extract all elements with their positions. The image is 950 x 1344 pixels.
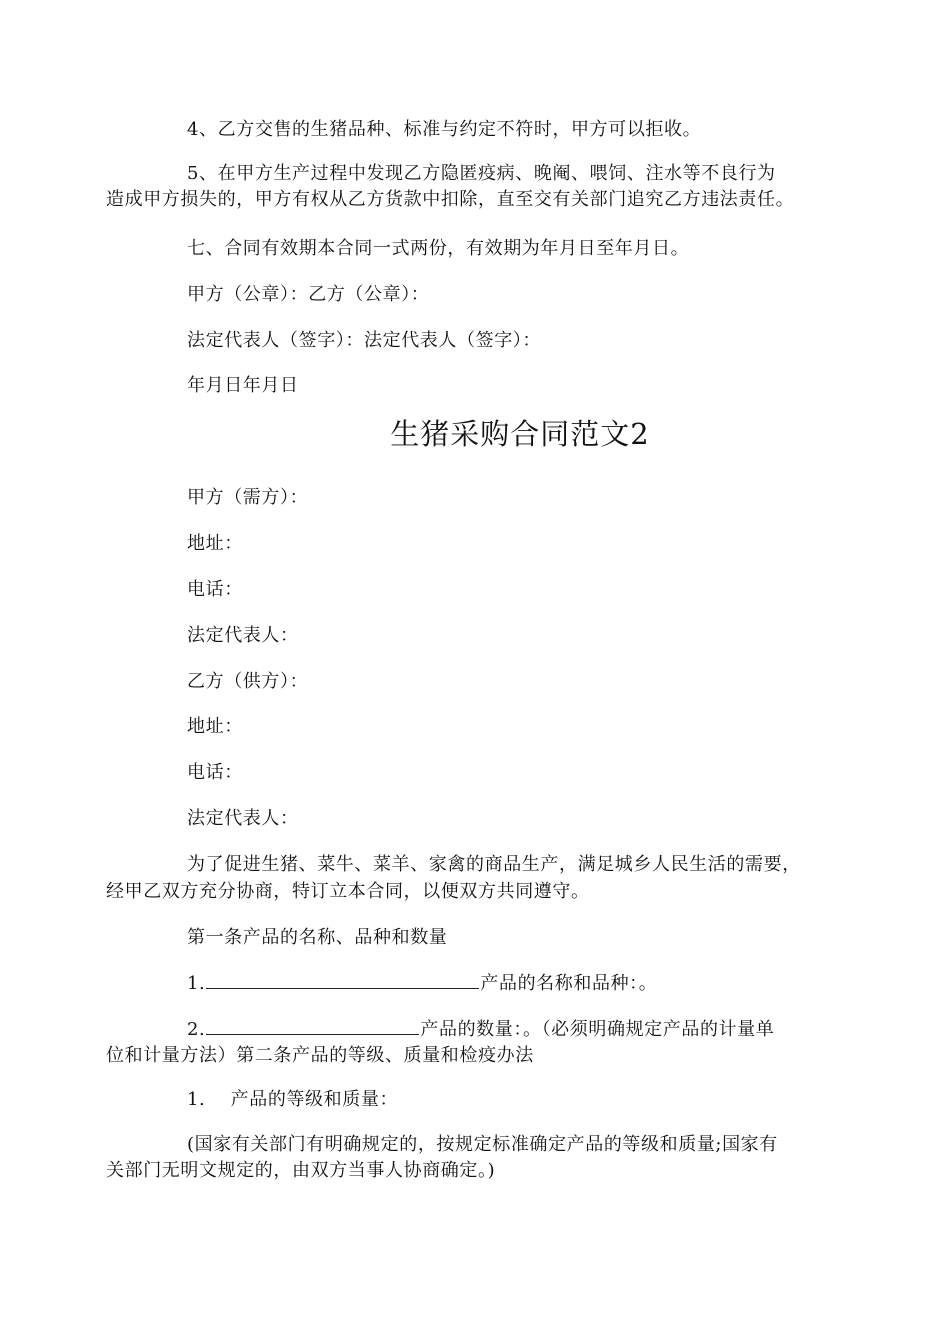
- article1-heading: 第一条产品的名称、品种和数量: [187, 927, 448, 948]
- party-a-rep: 法定代表人：: [187, 625, 299, 646]
- article2-item1: 1. 产品的等级和质量：: [187, 1089, 399, 1110]
- party-b-phone: 电话：: [187, 762, 243, 783]
- paragraph-validity: 七、合同有效期本合同一式两份，有效期为年月日至年月日。: [187, 238, 690, 259]
- paragraph-signature: 法定代表人（签字）：法定代表人（签字）：: [187, 330, 541, 351]
- paragraph-clause-4: 4、乙方交售的生猪品种、标准与约定不符时，甲方可以拒收。: [187, 119, 702, 140]
- paragraph-clause-5-line2: 造成甲方损失的，甲方有权从乙方货款中扣除，直至交有关部门追究乙方违法责任。: [106, 189, 795, 210]
- item2-number: 2.: [187, 1019, 206, 1040]
- article2-note-line1: (国家有关部门有明确规定的，按规定标准确定产品的等级和质量;国家有: [187, 1134, 778, 1155]
- article2-note-line2: 关部门无明文规定的，由双方当事人协商确定。): [106, 1160, 496, 1181]
- party-b-address: 地址：: [187, 716, 243, 737]
- item1-text: 产品的名称和品种：。: [480, 973, 658, 994]
- document-title: 生猪采购合同范文2: [390, 417, 650, 451]
- party-b-rep: 法定代表人：: [187, 808, 299, 829]
- item1-number: 1.: [187, 973, 206, 994]
- intro-line2: 经甲乙双方充分协商，特订立本合同，以便双方共同遵守。: [106, 881, 590, 902]
- article1-item2-line2: 位和计量方法）第二条产品的等级、质量和检疫办法: [106, 1045, 534, 1066]
- item2-text: 产品的数量：。（必须明确规定产品的计量单: [420, 1019, 775, 1040]
- article1-item1: [187, 970, 657, 998]
- party-a-address: 地址：: [187, 533, 243, 554]
- intro-line1: 为了促进生猪、菜牛、菜羊、家禽的商品生产，满足城乡人民生活的需要，: [187, 854, 801, 875]
- party-a-phone: 电话：: [187, 579, 243, 600]
- party-a-label: 甲方（需方）：: [187, 487, 309, 508]
- party-b-label: 乙方（供方）：: [187, 671, 309, 692]
- paragraph-clause-5-line1: 5、在甲方生产过程中发现乙方隐匿疫病、晚阉、喂饲、注水等不良行为: [187, 163, 776, 184]
- paragraph-date: 年月日年月日: [187, 375, 299, 396]
- item2-blank-line: [206, 1016, 419, 1035]
- paragraph-seal: 甲方（公章）：乙方（公章）：: [187, 284, 430, 305]
- article1-item2: [187, 1016, 774, 1044]
- item1-blank-line: [206, 970, 479, 989]
